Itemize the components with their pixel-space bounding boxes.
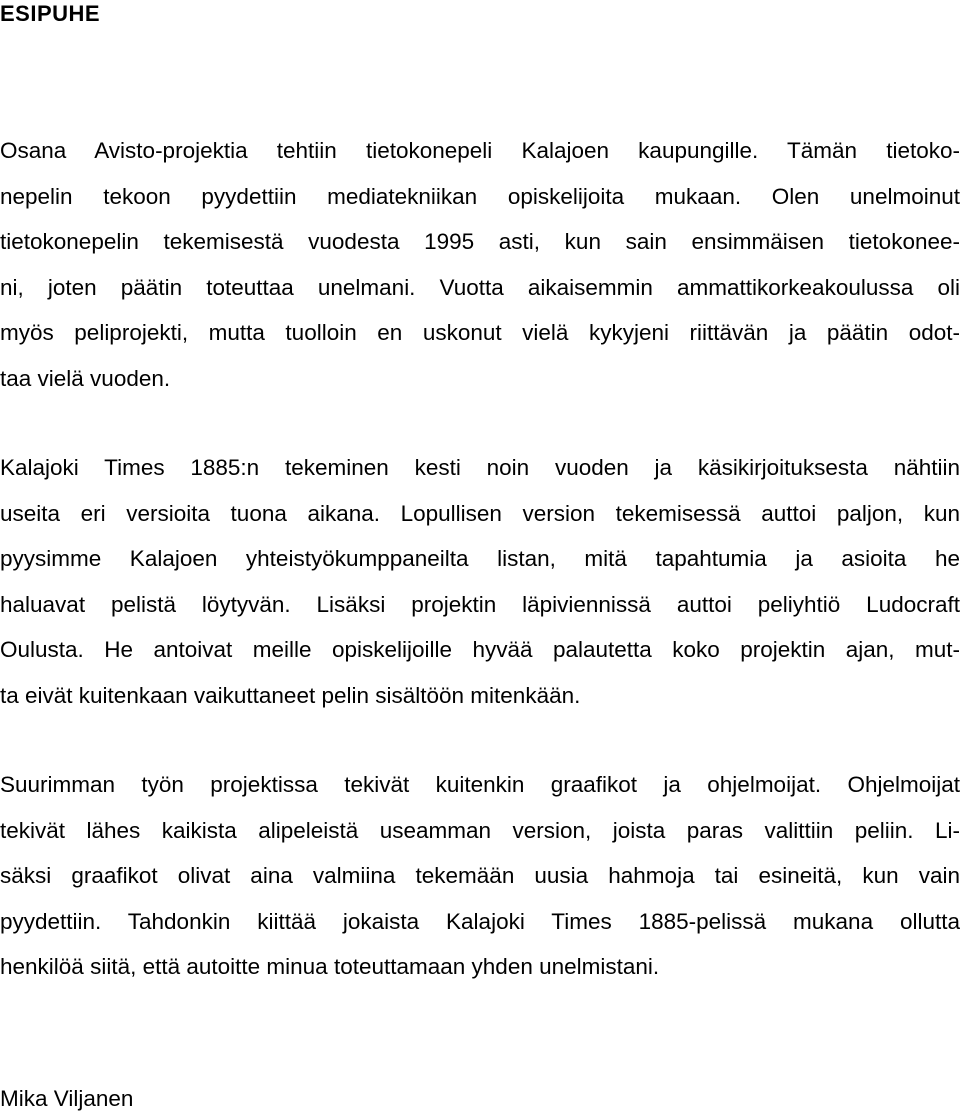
paragraph-line: ni, joten päätin toteuttaa unelmani. Vuotta aikaisemmin ammattikorkeakoulussa oli bbox=[0, 274, 960, 300]
paragraph-line: Suurimman työn projektissa tekivät kuitenkin graafikot ja ohjelmoijat. Ohjelmoijat bbox=[0, 772, 960, 797]
paragraph-line: useita eri versioita tuona aikana. Lopullisen version tekemisessä auttoi paljon, kun bbox=[0, 500, 960, 526]
paragraph-2 bbox=[0, 445, 960, 718]
paragraph-line: Kalajoki Times 1885:n tekeminen kesti noin vuoden ja käsikirjoituksesta nähtiin bbox=[0, 455, 960, 480]
paragraph-1 bbox=[0, 128, 960, 401]
paragraph-line: ta eivät kuitenkaan vaikuttaneet pelin sisältöön mitenkään. bbox=[0, 682, 581, 708]
paragraph-line: säksi graafikot olivat aina valmiina tekemään uusia hahmoja tai esineitä, kun vain bbox=[0, 863, 960, 888]
paragraph-line: taa vielä vuoden. bbox=[0, 365, 171, 391]
paragraph-line: nepelin tekoon pyydettiin mediatekniikan opiskelijoita mukaan. Olen unelmoinut bbox=[0, 183, 960, 209]
paragraph-line: tekivät lähes kaikista alipeleistä useamman version, joista paras valittiin peliin. Li- bbox=[0, 817, 960, 843]
paragraph-line: Osana Avisto-projektia tehtiin tietokonepeli Kalajoen kaupungille. Tämän tietoko- bbox=[0, 138, 960, 163]
paragraph-line: henkilöä siitä, että autoitte minua toteuttamaan yhden unelmistani. bbox=[0, 954, 660, 979]
page-title: ESIPUHE bbox=[0, 1, 101, 26]
paragraph-line: Oulusta. He antoivat meille opiskelijoille hyvää palautetta koko projektin ajan, mut- bbox=[0, 637, 960, 662]
paragraph-line: tietokonepelin tekemisestä vuodesta 1995 asti, kun sain ensimmäisen tietokonee- bbox=[0, 229, 960, 254]
paragraph-line: haluavat pelistä löytyvän. Lisäksi projektin läpiviennissä auttoi peliyhtiö Ludocraft bbox=[0, 591, 960, 617]
paragraph-3 bbox=[0, 762, 960, 990]
paragraph-line: pyysimme Kalajoen yhteistyökumppaneilta listan, mitä tapahtumia ja asioita he bbox=[0, 546, 960, 571]
paragraph-line: myös peliprojekti, mutta tuolloin en uskonut vielä kykyjeni riittävän ja päätin odot- bbox=[0, 320, 960, 345]
author-signature: Mika Viljanen bbox=[0, 1086, 134, 1111]
paragraph-line: pyydettiin. Tahdonkin kiittää jokaista Kalajoki Times 1885-pelissä mukana ollutta bbox=[0, 908, 960, 934]
